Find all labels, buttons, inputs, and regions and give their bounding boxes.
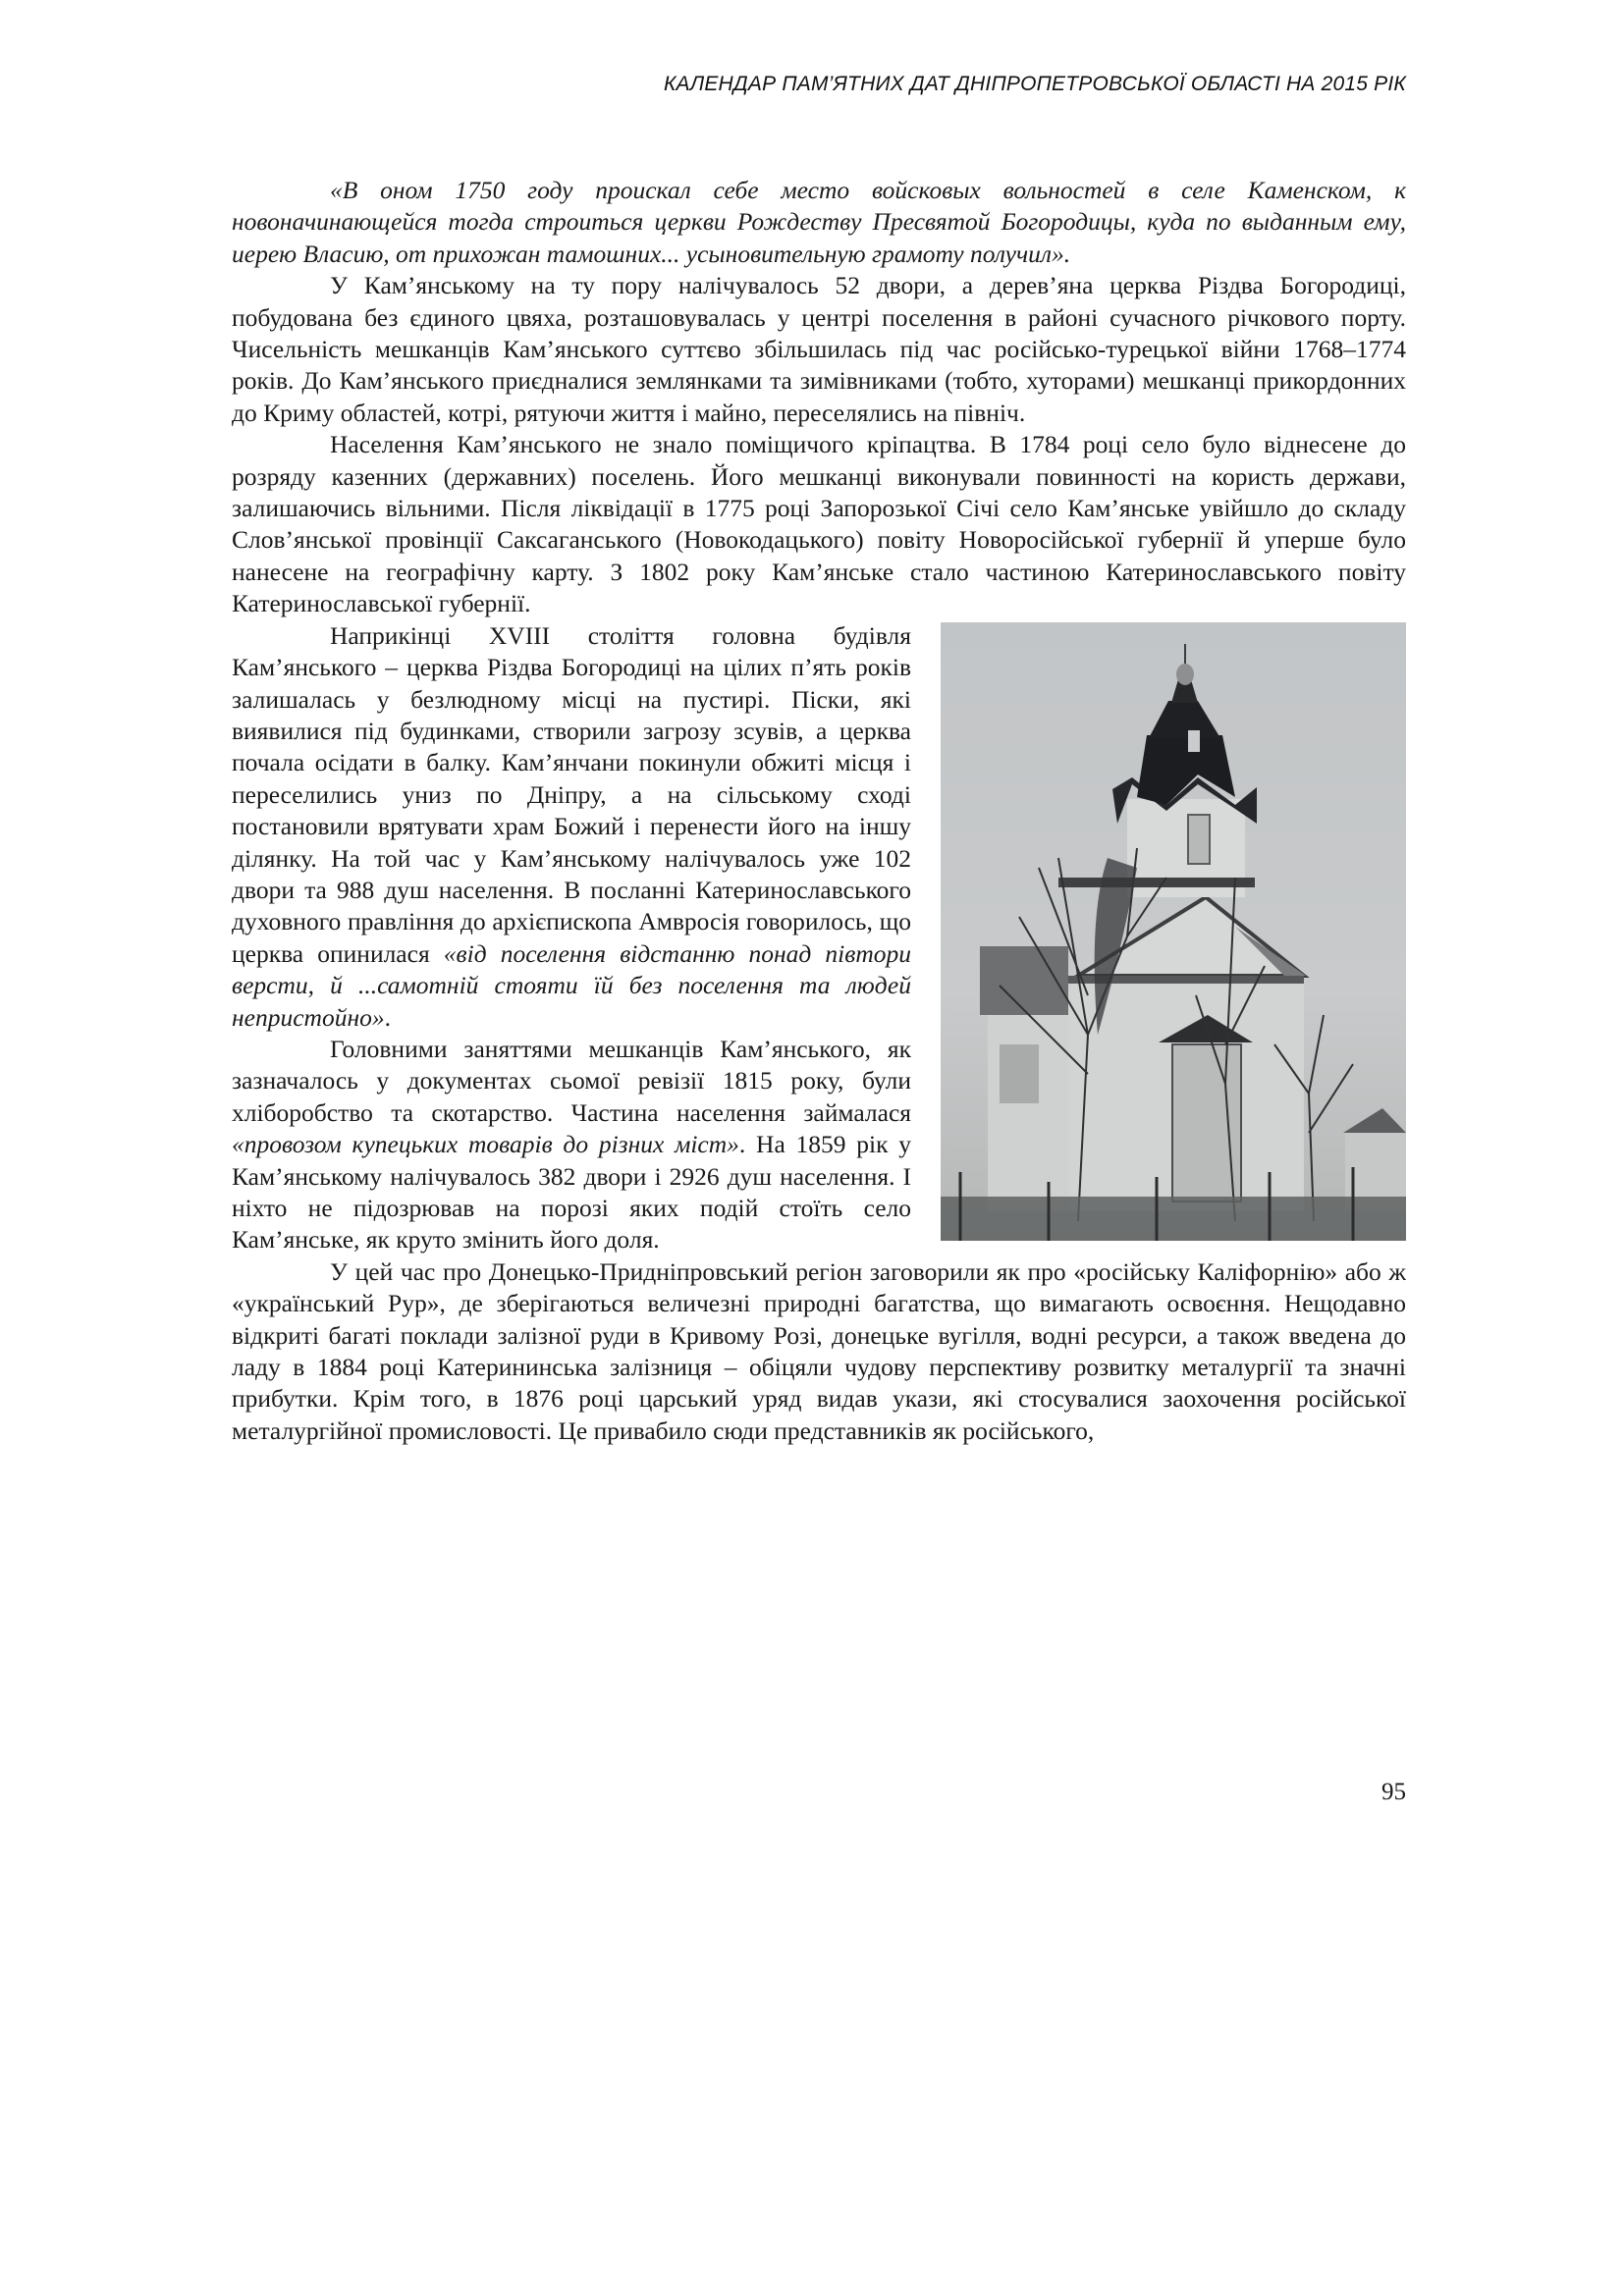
- running-header: КАЛЕНДАР ПАМ’ЯТНИХ ДАТ ДНІПРОПЕТРОВСЬКОЇ ОБЛАСТІ НА 2015 РІК: [663, 73, 1406, 95]
- paragraph-text-end: .: [384, 1002, 391, 1032]
- paragraph-text: У цей час про Донецько-Придніпровський регіон заговорили як про «російську Каліфорнію» або ж «український Рур», де зберігаються величезні природні багатства, що вимагають освоєння. Нещодавно відкриті багаті поклади залізної руди в Кривому Розі, донецьке вугілля, водні ресурси, а також введена до ладу в 1884 році Катерининська залізниця – обіцяли чудову перспективу розвитку металургії та значні прибутки. Крім того, в 1876 році царський уряд видав укази, які стосувалися заохочення російської металургійної промисловості. Це привабило сюди представників як російського,: [232, 1256, 1406, 1445]
- annex-window: [1000, 1044, 1039, 1103]
- church-photo: [941, 622, 1406, 1241]
- tower-cornice: [1058, 878, 1255, 887]
- paragraph-52-dvory: [232, 270, 1406, 429]
- fence: [941, 1197, 1406, 1241]
- article-body: [232, 175, 1406, 1447]
- page-number: 95: [1381, 1779, 1406, 1805]
- dormer-window: [1188, 730, 1200, 752]
- paragraph-industrial-region: [232, 1256, 1406, 1447]
- paragraph-quote-1750: [232, 175, 1406, 270]
- paragraph-text: Наприкінці XVIII століття головна будівля Кам’янського – церква Різдва Богородиці на цілих п’ять років залишалась у безлюдному місці на пустирі. Піски, які виявилися під будинками, створили загрозу зсувів, а церква почала осідати в балку. Кам’янчани покинули обжиті місця і переселились униз по Дніпру, а на сільському сході постановили врятувати храм Божий і перенести його на іншу ділянку. На той час у Кам’янському налічувалось уже 102 двори та 988 душ населення. В посланні Катеринославського духовного правління до архієпископа Амвросія говорилось, що церква опинилася: [232, 620, 911, 968]
- paragraph-population-status: [232, 429, 1406, 619]
- inline-quote: «провозом купецьких товарів до різних міст»: [232, 1130, 739, 1159]
- paragraph-text: У Кам’янському на ту пору налічувалось 52 двори, а дерев’яна церква Різдва Богородиці, побудована без єдиного цвяха, розташовувалась у центрі поселення в районі сучасного річкового порту. Чисельність мешканців Кам’янського суттєво збільшилась під час російсько-турецької війни 1768–1774 років. До Кам’янського приєдналися землянками та зимівниками (тобто, хуторами) мешканці прикордонних до Криму областей, котрі, рятуючи життя і майно, переселялись на північ.: [232, 271, 1406, 427]
- paragraph-text: Головними заняттями мешканців Кам’янського, як зазначалось у документах сьомої ревізії 1815 року, були хліборобство та скотарство. Частина населення займалася: [232, 1034, 911, 1127]
- annex-roof: [980, 946, 1068, 1015]
- inline-quote: «від поселення відстанню понад півтори версти, й ...самотній стояти їй без поселення та людей непристойно»: [232, 938, 911, 1032]
- church-illustration: [941, 622, 1406, 1241]
- porch: [1172, 1044, 1241, 1201]
- paragraph-text-end: . На 1859 рік у Кам’янському налічувалось 382 двори і 2926 душ населення. І ніхто не підозрював на порозі яких подій стоїть село Кам’янське, як круто змінить його доля.: [232, 1130, 911, 1255]
- cupola: [1176, 664, 1194, 685]
- quote-text: «В оном 1750 году проискал себе место войсковых вольностей в селе Каменском, к новоначинающейся тогда строиться церкви Рождеству Пресвятой Богородицы, куда по выданным ему, иерею Власию, от прихожан тамошних... усыновительную грамоту получил».: [232, 176, 1406, 268]
- paragraph-text: Населення Кам’янського не знало поміщичого кріпацтва. В 1784 році село було віднесене до розряду казенних (державних) поселень. Його мешканці виконували повинності на користь держави, залишаючись вільними. Після ліквідації в 1775 році Запорозької Січі село Кам’янське увійшло до складу Слов’янської провінції Саксаганського (Новокодацького) повіту Новоросійської губернії й уперше було нанесене на географічну карту. З 1802 року Кам’янське стало частиною Катеринославського повіту Катеринославської губернії.: [232, 430, 1406, 618]
- tower-window: [1188, 815, 1210, 864]
- figure-church-photo: [941, 622, 1406, 1241]
